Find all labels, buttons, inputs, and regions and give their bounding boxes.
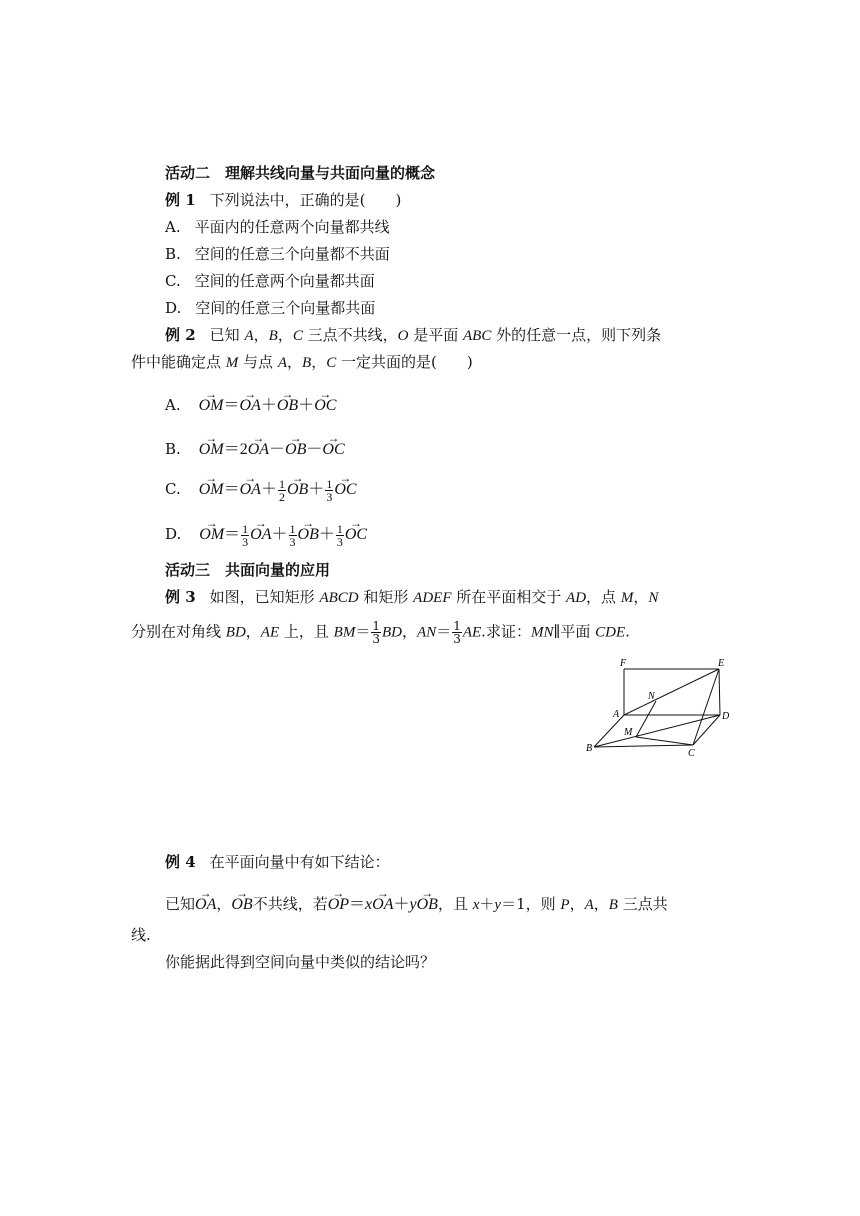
- fraction: $\frac{1}{3}$: [289, 521, 296, 549]
- label-B: B: [586, 743, 593, 754]
- activity2-title: 活动二 理解共线向量与共面向量的概念: [165, 164, 436, 182]
- label-E: E: [718, 658, 725, 669]
- ex2-label: 例 2: [165, 326, 196, 344]
- fraction: $\frac{1}{3}$: [372, 619, 380, 646]
- edge-BC: [594, 745, 693, 747]
- label-C: C: [688, 748, 695, 759]
- ex2-question-line2: 件中能确定点 M 与点 A，B，C 一定共面的是( ): [131, 353, 473, 371]
- ex3-label: 例 3: [165, 588, 196, 606]
- label-D: D: [722, 711, 730, 722]
- ex1-option-d: D. 空间的任意三个向量都共面: [165, 299, 376, 317]
- fraction: $\frac{1}{2}$: [278, 476, 285, 504]
- activity3-title: 活动三 共面向量的应用: [165, 561, 331, 579]
- ex2-question-line1: 例 2 已知 A，B，C 三点不共线，O 是平面 ABC 外的任意一点，则下列条: [165, 326, 662, 344]
- ex1-text: 下列说法中，正确的是( ): [209, 191, 402, 209]
- fraction: $\frac{1}{3}$: [453, 619, 461, 646]
- label-N: N: [648, 691, 655, 702]
- edge-EC: [693, 669, 719, 745]
- ex1-label: 例 1: [165, 191, 196, 209]
- fraction: $\frac{1}{3}$: [336, 521, 343, 549]
- ex1-option-b: B. 空间的任意三个向量都不共面: [165, 245, 390, 263]
- fraction: $\frac{1}{3}$: [242, 521, 249, 549]
- ex1-option-a: A. 平面内的任意两个向量都共线: [165, 218, 390, 236]
- ex3-line2: 分别在对角线 BD，AE 上，且 BM＝ $\frac{1}{3}$ BD，AN＝ $\frac{1}{3}$ AE.求证：MN∥平面 CDE.: [131, 619, 630, 646]
- ex2-option-b: B. → OM＝2→ OA－→ OB－→ OC: [165, 436, 345, 460]
- ex4-label: 例 4: [165, 853, 196, 871]
- edge-ED: [719, 669, 720, 715]
- ex4-line4: 你能据此得到空间向量中类似的结论吗？: [165, 953, 436, 971]
- ex1-question: [165, 190, 401, 210]
- ex2-option-d: D. → OM＝ $\frac{1}{3}$ → OA＋ $\frac{1}{3}$ → OB＋ $\frac{1}{3}$ → OC: [165, 521, 367, 548]
- label-M: M: [624, 727, 633, 738]
- ex4-line3: 线.: [131, 926, 151, 944]
- label-F: F: [620, 658, 627, 669]
- label-A: A: [613, 709, 620, 720]
- diag-AE: [624, 669, 719, 715]
- ex4-line2: 已知→ OA，→ OB不共线，若→ OP＝x→ OA＋y→ OB，且 x＋y＝1，则 P，A，B 三点共: [165, 891, 668, 915]
- ex4-line1: 例 4 在平面向量中有如下结论：: [165, 853, 390, 871]
- ex2-option-c: C. → OM＝→ OA＋ $\frac{1}{2}$ → OB＋ $\frac{1}{3}$ → OC: [165, 476, 357, 503]
- ex3-line1: 例 3 如图，已知矩形 ABCD 和矩形 ADEF 所在平面相交于 AD，点 M，N: [165, 588, 659, 606]
- fraction: $\frac{1}{3}$: [326, 476, 333, 504]
- segment-MC: [636, 737, 693, 745]
- ex1-option-c: C. 空间的任意两个向量都共面: [165, 272, 375, 290]
- edge-CD: [693, 715, 720, 745]
- edge-AB: [594, 715, 624, 747]
- ex2-option-a: A. → OM＝→ OA＋→ OB＋→ OC: [165, 392, 336, 416]
- geometry-figure: [580, 655, 740, 765]
